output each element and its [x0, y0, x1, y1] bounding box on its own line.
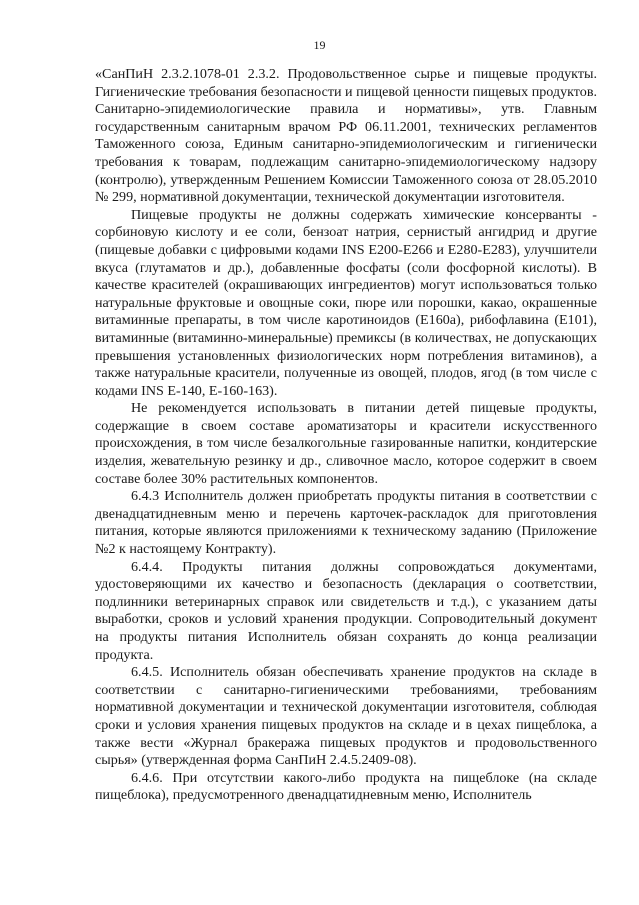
paragraph-6-4-4: 6.4.4. Продукты питания должны сопровождаться документами, удостоверяющими их качество и безопасность (декларация о соответствии, подлинники ветеринарных справок или свидетельств и т.д.), с указанием даты выработки, сроков и условий хранения продукции. Сопроводительный документ на продукты питания Исполнитель обязан сохранять до конца реализации продукта.	[95, 558, 597, 663]
paragraph-6-4-6: 6.4.6. При отсутствии какого-либо продукта на пищеблоке (на складе пищеблока), предусмотренного двенадцатидневным меню, Исполнитель	[95, 769, 597, 804]
document-body	[95, 66, 597, 805]
paragraph-6-4-5: 6.4.5. Исполнитель обязан обеспечивать хранение продуктов на складе в соответствии с санитарно-гигиеническими требованиями, требованиям нормативной документации и технической документации изготовителя, соблюдая сроки и условия хранения пищевых продуктов на складе и в цехах пищеблока, а также вести «Журнал бракеража пищевых продуктов и продовольственного сырья» (утвержденная форма СанПиН 2.4.5.2409-08).	[95, 664, 597, 769]
page-number: 19	[313, 38, 326, 52]
paragraph-artificial-additives: Не рекомендуется использовать в питании детей пищевые продукты, содержащие в своем составе ароматизаторы и красители искусственного происхождения, в том числе безалкогольные газированные напитки, кондитерские изделия, жевательную резинку и др., сливочное масло, которое содержит в своем составе более 30% растительных компонентов.	[95, 400, 597, 487]
paragraph-preservatives: Пищевые продукты не должны содержать химические консерванты - сорбиновую кислоту и ее соли, бензоат натрия, сернистый ангидрид и другие (пищевые добавки с цифровыми кодами INS E200-E266 и E280-E283), улучшители вкуса (глутаматов и др.), добавленные фосфаты (соли фосфорной кислоты). В качестве красителей (окрашивающих ингредиентов) могут использоваться только натуральные фруктовые и овощные соки, пюре или порошки, какао, окрашенные витаминные препараты, в том числе каротиноидов (E160a), рибофлавина (E101), витаминные (витаминно-минеральные) премиксы (в количествах, не допускающих превышения установленных физиологических норм потребления витаминов), а также натуральные красители, полученные из овощей, плодов, ягод (в том числе с кодами INS E-140, E-160-163).	[95, 206, 597, 399]
paragraph-6-4-3: 6.4.3 Исполнитель должен приобретать продукты питания в соответствии с двенадцатидневным меню и перечень карточек-раскладок для приготовления питания, которые являются приложениями к техническому заданию (Приложение №2 к настоящему Контракту).	[95, 488, 597, 558]
paragraph-sanpin-reference: «СанПиН 2.3.2.1078-01 2.3.2. Продовольственное сырье и пищевые продукты. Гигиенические требования безопасности и пищевой ценности пищевых продуктов. Санитарно-эпидемиологические правила и нормативы», утв. Главным государственным санитарным врачом РФ 06.11.2001, технических регламентов Таможенного союза, Единым санитарно-эпидемиологическим и гигиенически требования к товарам, подлежащим санитарно-эпидемиологическому надзору (контролю), утвержденным Решением Комиссии Таможенного союза от 28.05.2010 № 299, нормативной документации, технической документации изготовителя.	[95, 66, 597, 206]
